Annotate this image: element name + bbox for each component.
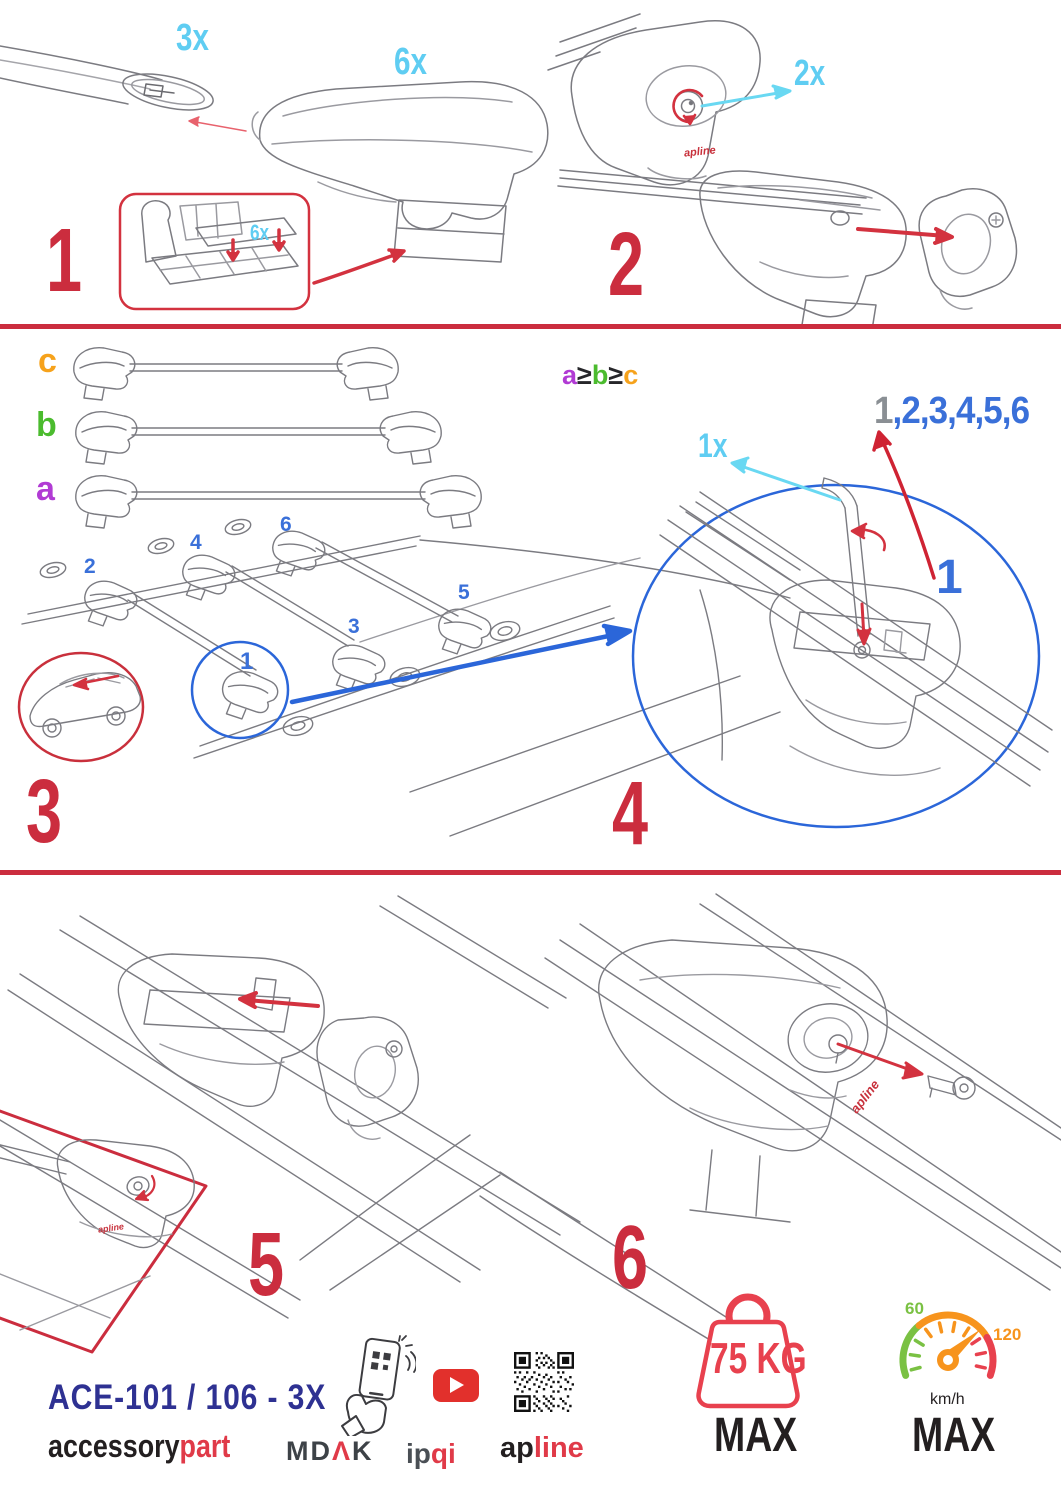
apline-logo xyxy=(500,1432,584,1465)
bar-qty-label: 3x xyxy=(176,17,209,59)
gauge-unit-label: km/h xyxy=(930,1391,965,1408)
step-4-number: 4 xyxy=(612,764,647,864)
model-code: ACE-101 / 106 - 3X xyxy=(48,1378,327,1417)
bar-label-a: a xyxy=(36,470,55,508)
mdak-k: K xyxy=(352,1436,374,1466)
sequence-first: 1 xyxy=(874,390,893,432)
position-label-1: 1 xyxy=(240,648,254,675)
rule-a: a xyxy=(562,360,578,390)
tighten-bolt-zoom xyxy=(633,427,1052,827)
position-label-5: 5 xyxy=(458,581,470,604)
position-label-2: 2 xyxy=(84,555,96,578)
rotate-key-arrow xyxy=(852,524,885,550)
youtube-play-icon xyxy=(433,1369,479,1402)
rule-c: c xyxy=(623,360,639,390)
position-label-3: 3 xyxy=(348,615,360,638)
apline-red: line xyxy=(533,1432,584,1464)
gauge-high-tick-label: 120 xyxy=(993,1325,1022,1344)
mdak-accent: Λ xyxy=(332,1436,353,1466)
weight-max-label: MAX xyxy=(714,1409,798,1462)
apline-logo-on-foot: apline xyxy=(683,144,717,160)
pad-inset-box xyxy=(120,194,404,309)
rule-gte1: ≥ xyxy=(577,360,592,390)
lock-inset-panel xyxy=(0,1082,206,1352)
rotate-lock-arrow xyxy=(136,1176,154,1200)
bar-label-c: c xyxy=(38,342,57,380)
step-5-number: 5 xyxy=(248,1215,283,1315)
key-lock-illustration xyxy=(480,894,1061,1346)
position-label-6: 6 xyxy=(280,513,292,536)
gauge-low-tick-label: 60 xyxy=(905,1299,924,1318)
step-6-number: 6 xyxy=(612,1208,647,1308)
step-3-number: 3 xyxy=(26,762,61,862)
ipqi-gray: ip xyxy=(406,1438,431,1469)
position-label-4: 4 xyxy=(190,531,202,554)
speed-max-label: MAX xyxy=(912,1409,996,1462)
accessorypart-red: part xyxy=(179,1428,231,1464)
ipqi-logo xyxy=(406,1438,456,1470)
sequence-rest: ,2,3,4,5,6 xyxy=(892,390,1030,432)
pad-qty-label: 6x xyxy=(250,220,270,245)
bar-size-a-illustration xyxy=(76,476,481,528)
slide-cover-left-arrow xyxy=(240,993,318,1007)
key-into-lock-arrow xyxy=(838,1044,922,1078)
size-rule-text xyxy=(562,360,638,391)
mdak-md: MD xyxy=(286,1436,332,1466)
accessorypart-dark: accessory xyxy=(48,1428,180,1464)
foot-qty-label: 6x xyxy=(394,41,427,83)
tighten-sequence-text xyxy=(874,390,1029,433)
bar-size-c-illustration xyxy=(74,348,398,400)
insert-bar-arrow xyxy=(189,117,246,131)
step1-step2-illustration xyxy=(0,0,1061,324)
phone-qr-scan-icon xyxy=(340,1334,416,1436)
mdak-logo xyxy=(286,1436,374,1467)
zoom-connector-arrow xyxy=(292,626,630,702)
inset-to-foot-arrow xyxy=(314,250,404,283)
ipqi-red: qi xyxy=(430,1438,456,1469)
rule-b: b xyxy=(591,360,609,390)
step-2-number: 2 xyxy=(608,215,643,315)
sequence-arrow xyxy=(874,432,934,578)
foot-knob-illustration xyxy=(548,14,760,185)
first-bolt-label: 1 xyxy=(936,551,963,604)
bar-size-b-illustration xyxy=(76,412,441,464)
apline-logo-on-foot6: apline xyxy=(847,1077,883,1116)
qr-code xyxy=(514,1352,574,1412)
rule-gte2: ≥ xyxy=(608,360,624,390)
weight-limit-value: 75 KG xyxy=(710,1334,807,1383)
tool-qty-label: 1x xyxy=(698,427,728,465)
step-1-number: 1 xyxy=(46,211,81,311)
bar-label-b: b xyxy=(36,406,57,444)
accessorypart-logo xyxy=(48,1428,230,1465)
knob-qty-label: 2x xyxy=(794,52,826,93)
rail-pods xyxy=(39,517,522,738)
foot-illustration xyxy=(252,82,548,262)
cover-slide-illustration xyxy=(0,896,580,1318)
car-direction-inset xyxy=(19,653,143,761)
roof-installation-illustration xyxy=(22,517,790,836)
apline-logo-on-inset-foot: apline xyxy=(97,1221,125,1235)
apline-dark: ap xyxy=(500,1432,534,1464)
